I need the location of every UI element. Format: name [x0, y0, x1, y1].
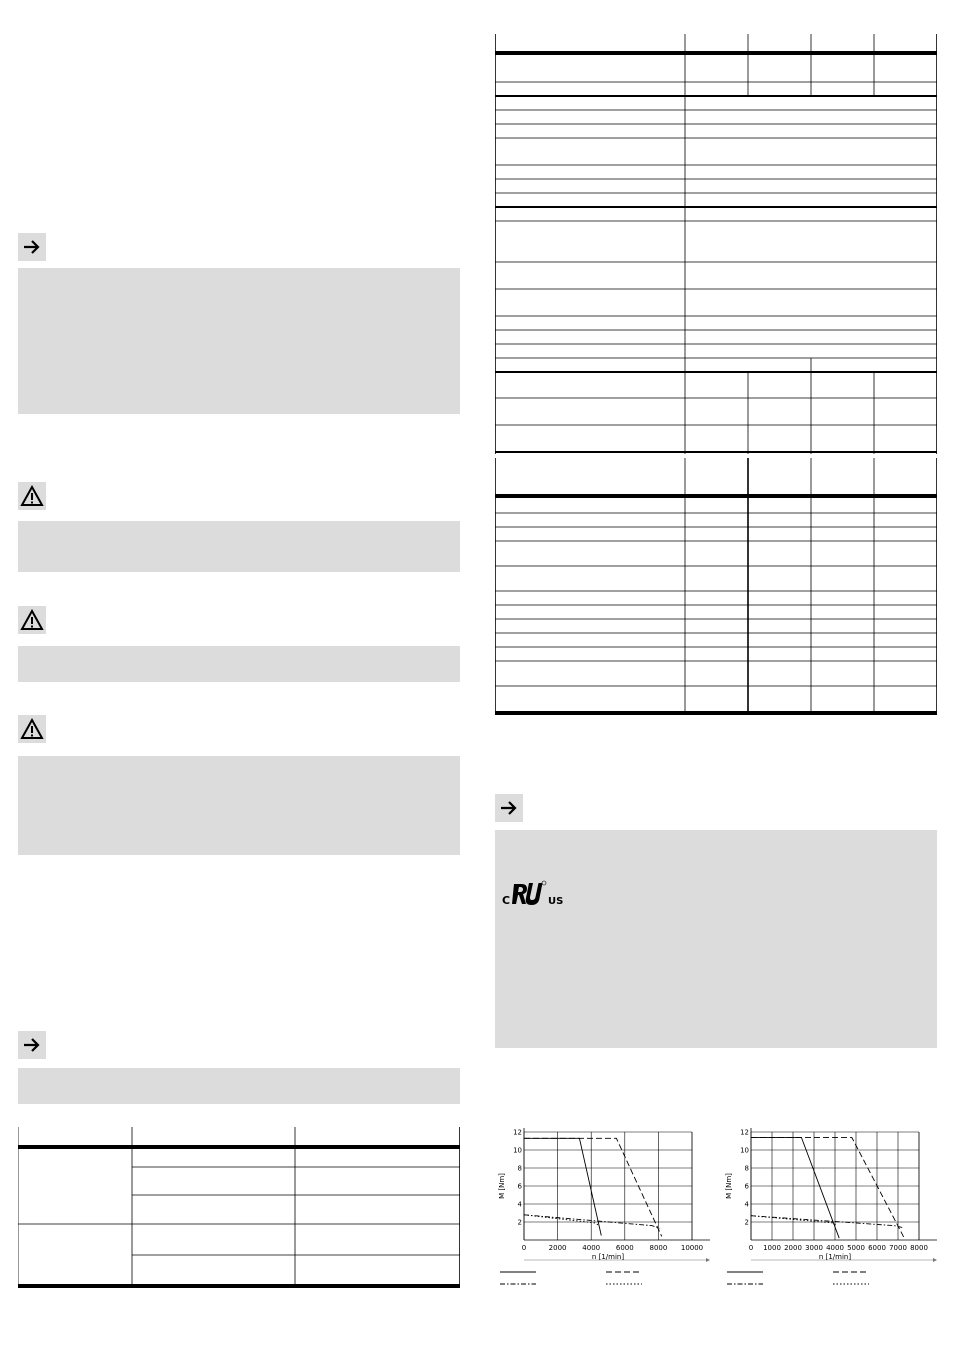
torque-speed-chart-right [717, 1122, 937, 1292]
x-tick-label: 2000 [784, 1244, 802, 1252]
x-tick-label: 6000 [868, 1244, 886, 1252]
x-tick-label: 0 [521, 1244, 527, 1252]
y-tick-label: 8 [517, 1164, 522, 1173]
torque-speed-chart-left [490, 1122, 710, 1292]
y-axis-label: M [Nm] [725, 1173, 733, 1199]
series-line-dashed [751, 1137, 904, 1238]
x-tick-label: 0 [748, 1244, 754, 1252]
left-table [18, 1127, 460, 1290]
y-tick-label: 4 [744, 1200, 749, 1209]
note-arrow-icon [18, 233, 46, 261]
y-tick-label: 2 [744, 1218, 749, 1227]
x-tick-label: 2000 [548, 1244, 567, 1252]
y-tick-label: 6 [744, 1182, 749, 1191]
warning-box [18, 646, 460, 682]
y-tick-label: 12 [740, 1128, 749, 1137]
x-tick-label: 8000 [649, 1244, 668, 1252]
note-box [18, 268, 460, 414]
y-tick-label: 6 [517, 1182, 522, 1191]
warning-triangle-icon [18, 606, 46, 634]
x-axis-label: n [1/min] [818, 1253, 852, 1261]
technical-data-table [495, 34, 937, 454]
ul-recognized-logo [498, 878, 568, 908]
series-line-dashed [524, 1138, 662, 1236]
warning-box [18, 756, 460, 855]
x-tick-label: 6000 [615, 1244, 634, 1252]
y-tick-label: 2 [517, 1218, 522, 1227]
warning-triangle-icon [18, 482, 46, 510]
note-arrow-icon [18, 1031, 46, 1059]
x-axis-label: n [1/min] [591, 1253, 625, 1261]
y-tick-label: 4 [517, 1200, 522, 1209]
x-tick-label: 7000 [889, 1244, 907, 1252]
x-tick-label: 5000 [847, 1244, 865, 1252]
x-tick-label: 4000 [582, 1244, 601, 1252]
series-line-solid [524, 1138, 601, 1235]
series-line-dotted [751, 1216, 837, 1226]
x-tick-label: 4000 [826, 1244, 844, 1252]
series-line-dash-dot [524, 1215, 660, 1229]
y-axis-label: M [Nm] [498, 1173, 506, 1199]
x-tick-label: 1000 [763, 1244, 781, 1252]
x-tick-label: 10000 [680, 1244, 704, 1252]
y-tick-label: 12 [513, 1128, 522, 1137]
technical-data-table-2 [495, 458, 937, 718]
y-tick-label: 8 [744, 1164, 749, 1173]
x-axis-arrow-head [706, 1258, 710, 1262]
y-tick-label: 10 [740, 1146, 749, 1155]
x-axis-arrow-head [933, 1258, 937, 1262]
certification-note-box [495, 830, 937, 1048]
series-line-solid [751, 1137, 839, 1238]
series-line-dash-dot [751, 1216, 902, 1228]
warning-triangle-icon [18, 715, 46, 743]
x-tick-label: 3000 [805, 1244, 823, 1252]
mark-c: C [502, 894, 511, 907]
y-tick-label: 10 [513, 1146, 522, 1155]
note-arrow-icon [495, 794, 523, 822]
mark-us: US [548, 896, 564, 907]
x-tick-label: 8000 [910, 1244, 928, 1252]
warning-box [18, 521, 460, 572]
note-box [18, 1068, 460, 1104]
